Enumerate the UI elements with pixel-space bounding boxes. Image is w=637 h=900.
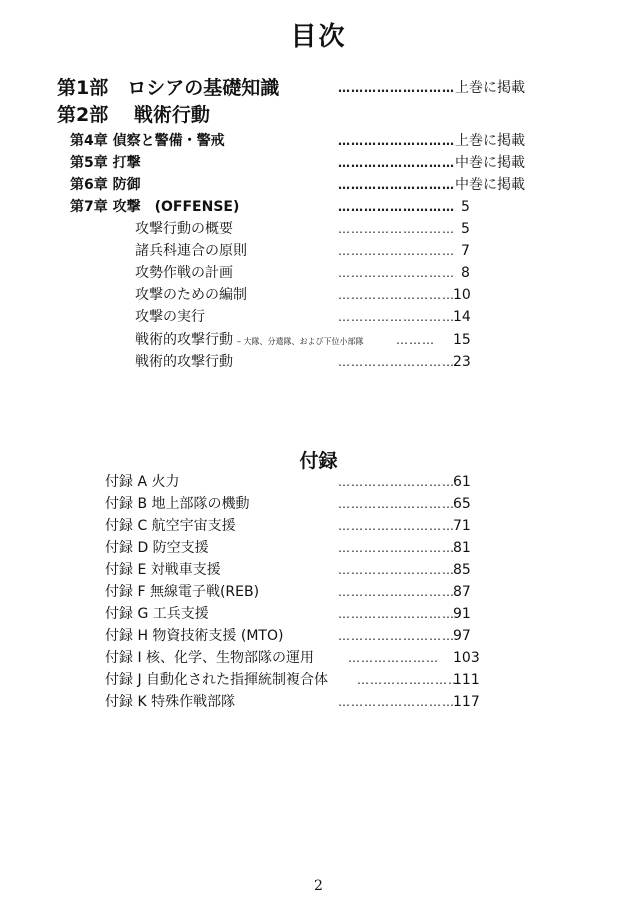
toc-section-label-group — [135, 330, 364, 352]
toc-appendix-label: 付録 I 核、化学、生物部隊の運用 — [105, 650, 315, 666]
leader-dots: ……………………… — [338, 178, 455, 192]
toc-appendix-page: 81 — [453, 540, 471, 556]
toc-section-page: 7 — [461, 243, 470, 259]
toc-appendix-page: 71 — [453, 518, 471, 534]
toc-section-label: 戦術的攻撃行動 — [135, 354, 233, 370]
toc-appendix-page: 61 — [453, 474, 471, 490]
toc-appendix-page: 117 — [453, 694, 480, 710]
toc-appendix-label: 付録 B 地上部隊の機動 — [105, 496, 250, 512]
leader-dots: ……………………… — [338, 288, 455, 302]
page-number: 2 — [314, 878, 323, 894]
toc-part-1 — [57, 76, 597, 100]
toc-appendix-label: 付録 H 物資技術支援 (MTO) — [105, 628, 284, 644]
toc-appendix-label: 付録 G 工兵支援 — [105, 606, 209, 622]
toc-chapter-location: 中巻に掲載 — [455, 155, 525, 171]
toc-chapter-label: 第5章 打撃 — [70, 155, 141, 171]
toc-appendix-page: 85 — [453, 562, 471, 578]
toc-section-label: 攻勢作戦の計画 — [135, 265, 233, 281]
leader-dots: ………………… — [348, 651, 439, 665]
toc-section-page: 15 — [453, 332, 471, 348]
toc-section-note: – 大隊、分遣隊、および下位小部隊 — [237, 337, 364, 346]
toc-section — [135, 330, 615, 350]
toc-section-label: 戦術的攻撃行動 — [135, 332, 233, 348]
toc-appendix-d — [105, 538, 605, 558]
toc-section — [135, 285, 615, 305]
leader-dots: ……………………… — [338, 266, 455, 280]
toc-appendix-e — [105, 560, 605, 580]
leader-dots: ……………………… — [338, 475, 455, 489]
toc-section-label: 攻撃のための編制 — [135, 287, 247, 303]
toc-part-2 — [57, 103, 597, 127]
leader-dots: ……………………… — [338, 222, 455, 236]
toc-chapter-label: 第6章 防御 — [70, 177, 141, 193]
leader-dots: ……………………… — [338, 541, 455, 555]
toc-chapter-location: 上巻に掲載 — [455, 133, 525, 149]
toc-part-label: 第1部 ロシアの基礎知識 — [57, 77, 280, 99]
toc-appendix-page: 97 — [453, 628, 471, 644]
toc-appendix-page: 65 — [453, 496, 471, 512]
toc-section — [135, 219, 615, 239]
toc-appendix-label: 付録 D 防空支援 — [105, 540, 209, 556]
toc-appendix-label: 付録 J 自動化された指揮統制複合体 — [105, 672, 329, 688]
toc-appendix-a — [105, 472, 605, 492]
leader-dots: ……………………… — [338, 200, 455, 214]
toc-part-location: 上巻に掲載 — [455, 80, 525, 96]
leader-dots: ……………………… — [338, 244, 455, 258]
leader-dots: ……………………… — [338, 519, 455, 533]
toc-section-page: 5 — [461, 221, 470, 237]
leader-dots: ……………………… — [338, 607, 455, 621]
toc-appendix-page: 91 — [453, 606, 471, 622]
toc-chapter-5 — [70, 153, 610, 173]
toc-chapter-7 — [70, 197, 610, 217]
leader-dots: ……………………… — [338, 81, 455, 95]
toc-chapter-6 — [70, 175, 610, 195]
leader-dots: ……………………… — [338, 497, 455, 511]
toc-chapter-page: 5 — [461, 199, 470, 215]
leader-dots: ……………………… — [338, 355, 455, 369]
toc-appendix-g — [105, 604, 605, 624]
toc-chapter-label: 第7章 攻撃 (OFFENSE) — [70, 199, 240, 215]
toc-appendix-label: 付録 A 火力 — [105, 474, 180, 490]
toc-section-label: 攻撃の実行 — [135, 309, 205, 325]
toc-appendix-label: 付録 E 対戦車支援 — [105, 562, 221, 578]
toc-section-page: 23 — [453, 354, 471, 370]
toc-section-label: 攻撃行動の概要 — [135, 221, 233, 237]
toc-chapter-label: 第4章 偵察と警備・警戒 — [70, 133, 225, 149]
toc-section-label: 諸兵科連合の原則 — [135, 243, 247, 259]
toc-appendix-label: 付録 C 航空宇宙支援 — [105, 518, 236, 534]
leader-dots: ……………………… — [338, 629, 455, 643]
toc-appendix-i — [105, 648, 605, 668]
toc-appendix-page: 111 — [453, 672, 480, 688]
leader-dots: ……………………… — [338, 134, 455, 148]
toc-chapter-location: 中巻に掲載 — [455, 177, 525, 193]
toc-section — [135, 307, 615, 327]
leader-dots: ……………………… — [338, 310, 455, 324]
leader-dots: ……… — [396, 333, 435, 347]
toc-appendix-label: 付録 K 特殊作戦部隊 — [105, 694, 236, 710]
toc-section-page: 8 — [461, 265, 470, 281]
toc-appendix-c — [105, 516, 605, 536]
toc-appendix-f — [105, 582, 605, 602]
page-title: 目次 — [290, 22, 347, 52]
toc-section — [135, 263, 615, 283]
toc-appendix-b — [105, 494, 605, 514]
toc-section-page: 10 — [453, 287, 471, 303]
leader-dots: ……………………… — [338, 563, 455, 577]
toc-section-page: 14 — [453, 309, 471, 325]
toc-appendix-page: 87 — [453, 584, 471, 600]
leader-dots: …………………… — [357, 673, 461, 687]
toc-appendix-j — [105, 670, 605, 690]
appendix-heading: 付録 — [299, 450, 338, 472]
toc-appendix-page: 103 — [453, 650, 480, 666]
toc-section — [135, 352, 615, 372]
toc-appendix-h — [105, 626, 605, 646]
toc-appendix-label: 付録 F 無線電子戦(REB) — [105, 584, 260, 600]
toc-section — [135, 241, 615, 261]
toc-chapter-4 — [70, 131, 610, 151]
toc-appendix-k — [105, 692, 605, 712]
leader-dots: ……………………… — [338, 156, 455, 170]
leader-dots: ……………………… — [338, 695, 455, 709]
toc-part-label: 第2部 戦術行動 — [57, 104, 210, 126]
leader-dots: ……………………… — [338, 585, 455, 599]
